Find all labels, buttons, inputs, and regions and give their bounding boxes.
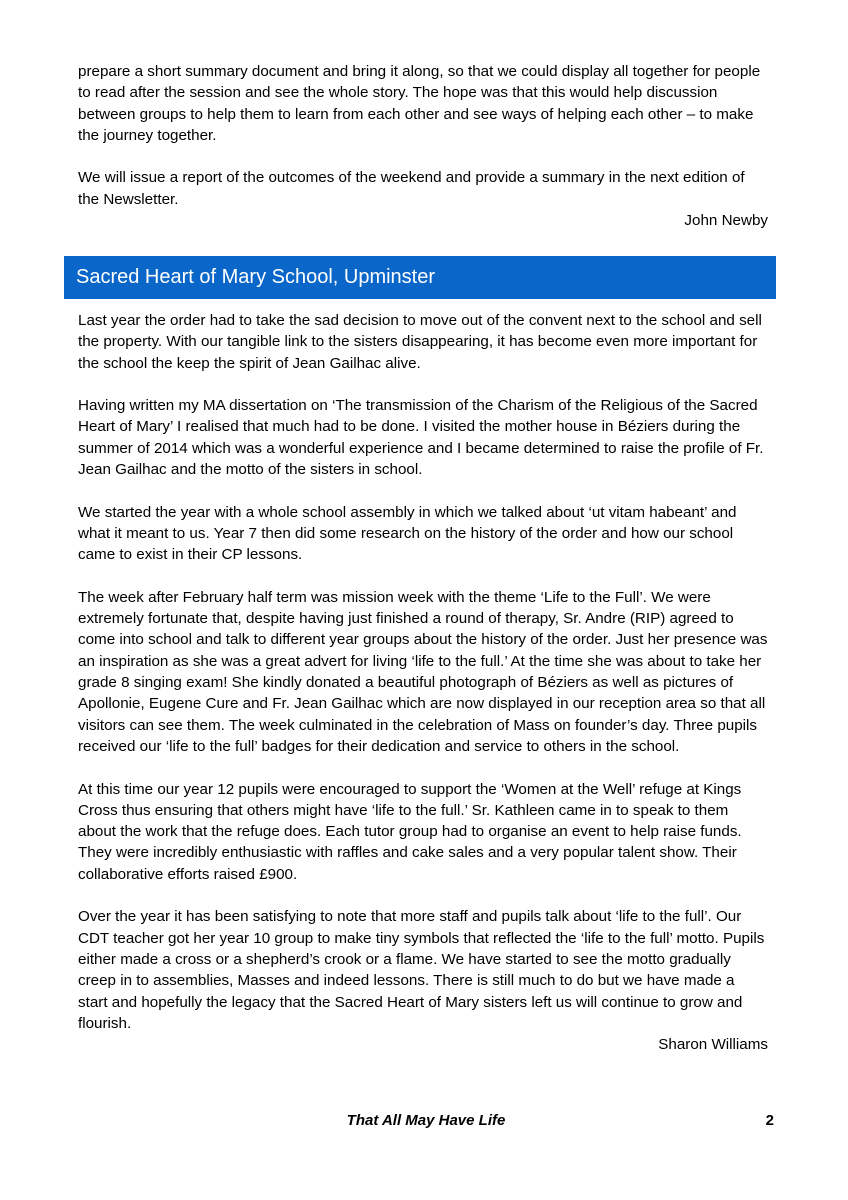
intro-text-block <box>78 61 768 231</box>
intro-paragraph: prepare a short summary document and bring it along, so that we could display all together for people to read after the session and see the whole story. The hope was that this would help discussion between groups to help them to learn from each other and see ways of helping each other – to make the journey together. <box>78 63 761 144</box>
article-author-signature: Sharon Williams <box>658 1036 768 1054</box>
article-paragraph: We started the year with a whole school assembly in which we talked about ‘ut vitam habeant’ and what it meant to us. Year 7 then did some research on the history of the order and how our school came to exist in their CP lessons. <box>78 503 737 564</box>
intro-author-signature: John Newby <box>684 212 768 230</box>
section-title: Sacred Heart of Mary School, Upminster <box>76 266 436 288</box>
article-paragraph: Having written my MA dissertation on ‘The transmission of the Charism of the Religious of the Sacred Heart of Mary’ I realised that much had to be done. I visited the mother house in Béziers during the summer of 2014 which was a wonderful experience and I became determined to raise the profile of Fr. Jean Gailhac and the motto of the sisters in school. <box>78 397 764 479</box>
section-header-bar <box>64 256 776 299</box>
intro-paragraph: We will issue a report of the outcomes of the weekend and provide a summary in the next edition of the Newsletter. <box>78 169 745 208</box>
footer-motto: That All May Have Life <box>346 1112 506 1129</box>
article-paragraph: The week after February half term was mission week with the theme ‘Life to the Full’. We were extremely fortunate that, despite having just finished a round of therapy, Sr. Andre (RIP) agreed to come into school and talk to different year groups about the history of the order. Just her presence was an inspiration as she was a great advert for living ‘life to the full.’ At the time she was about to take her grade 8 singing exam! She kindly donated a beautiful photograph of Béziers as well as pictures of Apollonie, Eugene Cure and Fr. Jean Gailhac which are now displayed in our reception area so that all visitors can see them. The week culminated in the celebration of Mass on founder’s day. Three pupils received our ‘life to the full’ badges for their dedication and service to others in the school. <box>78 588 768 755</box>
article-text-block <box>78 310 768 1055</box>
article-paragraph: Last year the order had to take the sad decision to move out of the convent next to the school and sell the property. With our tangible link to the sisters disappearing, it has become even more important for the school the keep the spirit of Jean Gailhac alive. <box>78 312 762 372</box>
article-paragraph: Over the year it has been satisfying to note that more staff and pupils talk about ‘life to the full’. Our CDT teacher got her year 10 group to make tiny symbols that reflected the ‘life to the full’ motto. Pupils either made a cross or a shepherd’s crook or a flame. We have started to see the motto gradually creep in to assemblies, Masses and indeed lessons. There is still much to do but we have made a start and hopefully the legacy that the Sacred Heart of Mary sisters left us will continue to grow and flourish. <box>78 908 765 1032</box>
article-paragraph: At this time our year 12 pupils were encouraged to support the ‘Women at the Well’ refuge at Kings Cross thus ensuring that others might have ‘life to the full.’ Sr. Kathleen came in to speak to them about the work that the refuge does. Each tutor group had to organise an event to help raise funds. They were incredibly enthusiastic with raffles and cake sales and a very popular talent show. Their collaborative efforts raised £900. <box>78 780 742 883</box>
page-number: 2 <box>765 1112 774 1129</box>
page-footer <box>78 1112 774 1134</box>
